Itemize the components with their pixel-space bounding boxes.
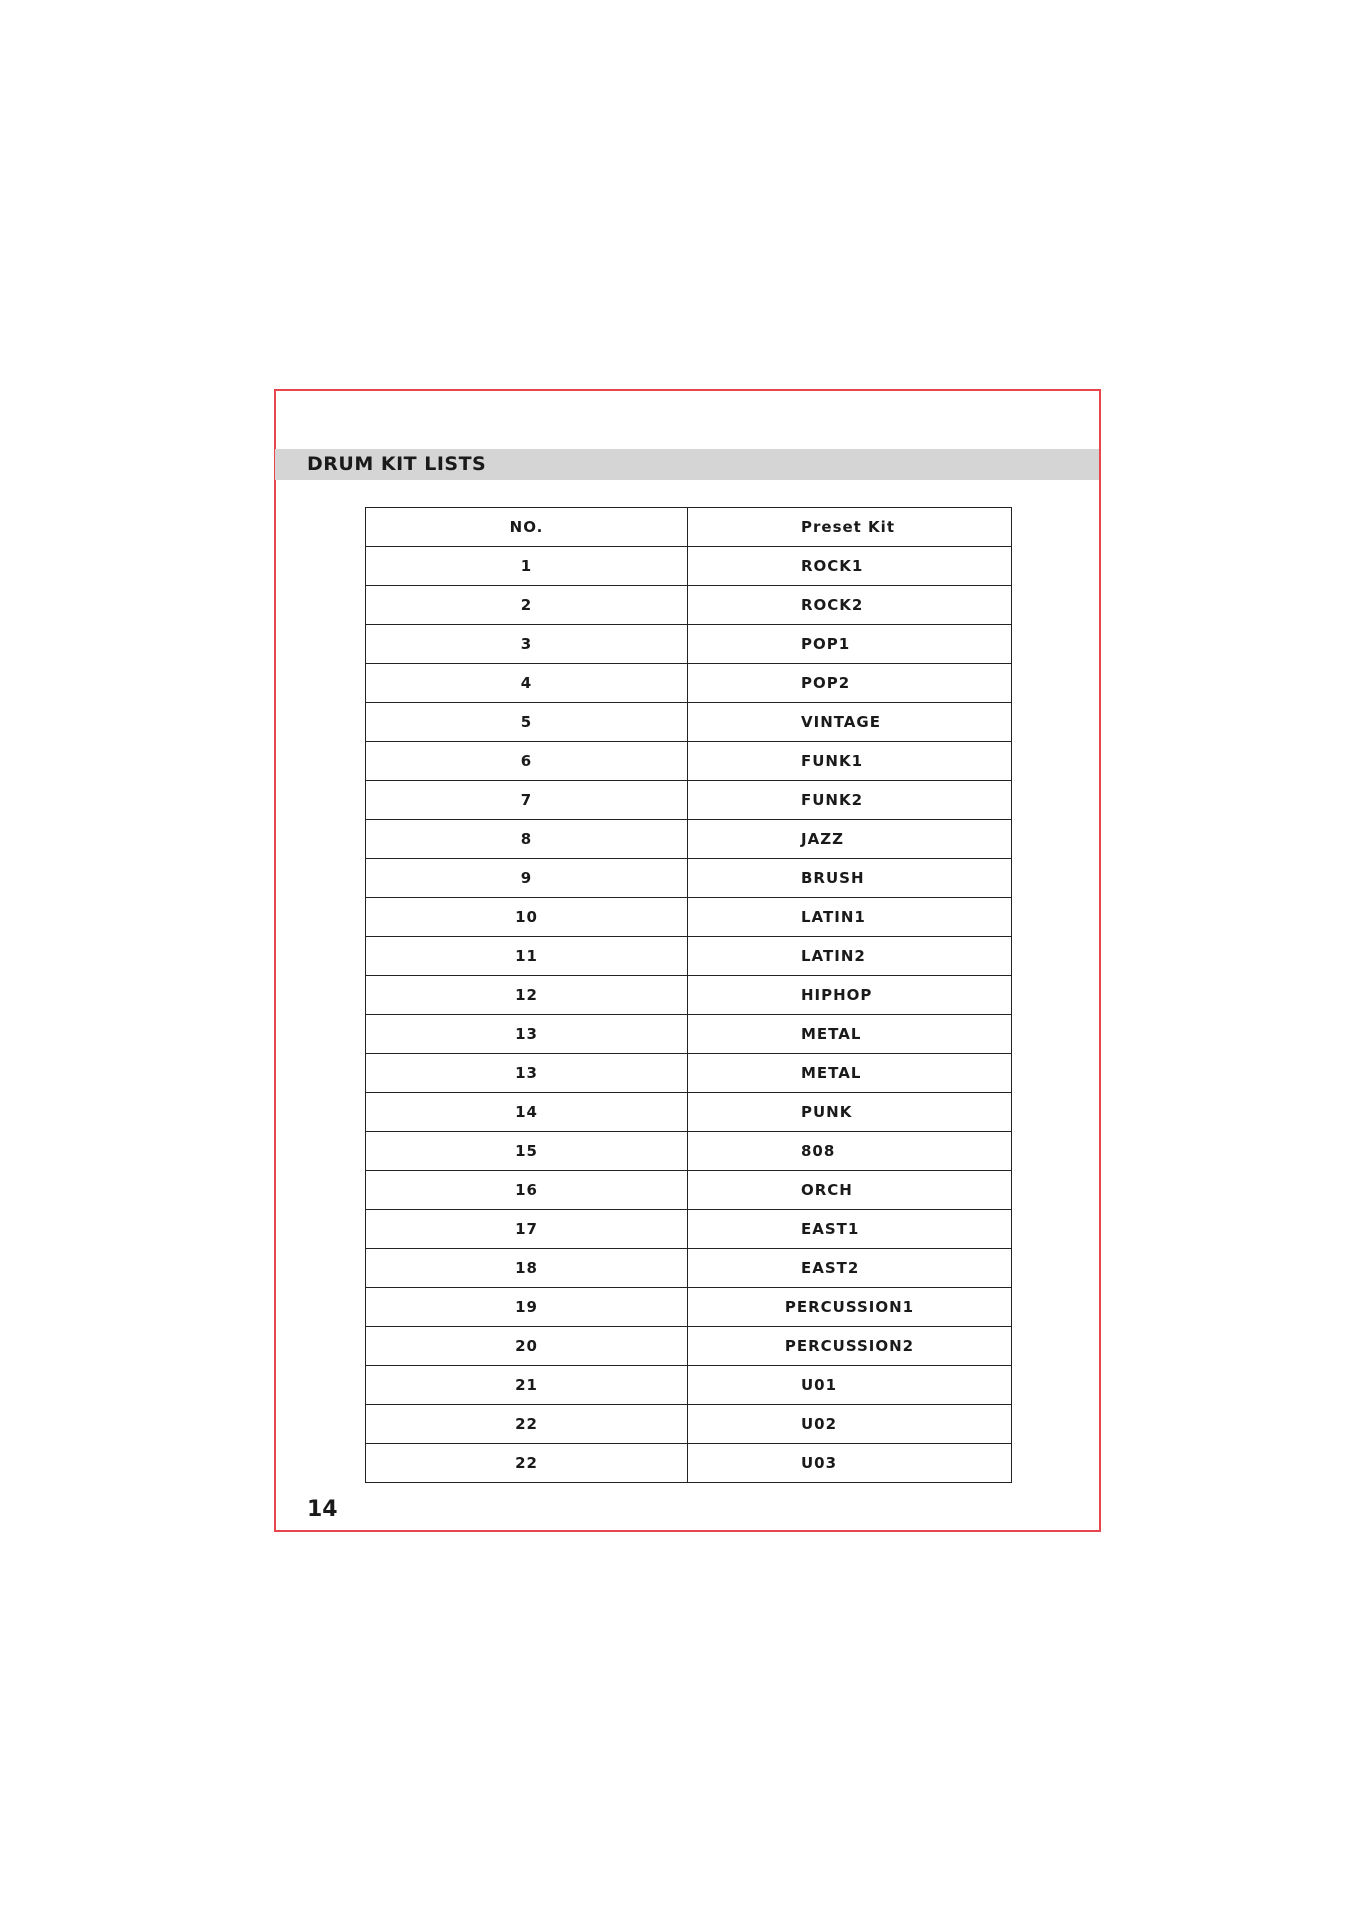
table-row	[366, 1405, 1012, 1444]
table-row	[366, 1249, 1012, 1288]
table-row	[366, 820, 1012, 859]
kit-number: 3	[366, 625, 688, 664]
table-row	[366, 1327, 1012, 1366]
kit-number: 4	[366, 664, 688, 703]
kit-number: 6	[366, 742, 688, 781]
kit-number: 12	[366, 976, 688, 1015]
kit-name: VINTAGE	[688, 703, 1012, 742]
kit-number: 16	[366, 1171, 688, 1210]
table-header-row	[366, 508, 1012, 547]
table-row	[366, 703, 1012, 742]
table-row	[366, 1288, 1012, 1327]
table-row	[366, 1210, 1012, 1249]
kit-name: ROCK1	[688, 547, 1012, 586]
kit-number: 8	[366, 820, 688, 859]
kit-name: PUNK	[688, 1093, 1012, 1132]
kit-name: EAST2	[688, 1249, 1012, 1288]
table-row	[366, 1015, 1012, 1054]
kit-number: 5	[366, 703, 688, 742]
kit-number: 17	[366, 1210, 688, 1249]
table-row	[366, 976, 1012, 1015]
table-row	[366, 1093, 1012, 1132]
kit-name: JAZZ	[688, 820, 1012, 859]
kit-number: 22	[366, 1405, 688, 1444]
kit-name: FUNK1	[688, 742, 1012, 781]
kit-name: POP1	[688, 625, 1012, 664]
column-header-preset-kit: Preset Kit	[688, 508, 1012, 547]
kit-name: U03	[688, 1444, 1012, 1483]
kit-number: 15	[366, 1132, 688, 1171]
table-row	[366, 1171, 1012, 1210]
page-number: 14	[307, 1497, 338, 1522]
table-row	[366, 664, 1012, 703]
kit-name: U01	[688, 1366, 1012, 1405]
kit-number: 10	[366, 898, 688, 937]
kit-name: EAST1	[688, 1210, 1012, 1249]
kit-name: METAL	[688, 1015, 1012, 1054]
kit-name: BRUSH	[688, 859, 1012, 898]
table-row	[366, 937, 1012, 976]
kit-number: 7	[366, 781, 688, 820]
kit-name: ROCK2	[688, 586, 1012, 625]
kit-number: 1	[366, 547, 688, 586]
kit-name: FUNK2	[688, 781, 1012, 820]
kit-number: 14	[366, 1093, 688, 1132]
table-row	[366, 1444, 1012, 1483]
kit-number: 19	[366, 1288, 688, 1327]
kit-name: HIPHOP	[688, 976, 1012, 1015]
kit-name: METAL	[688, 1054, 1012, 1093]
kit-number: 11	[366, 937, 688, 976]
table-row	[366, 586, 1012, 625]
kit-name: PERCUSSION2	[688, 1327, 1012, 1366]
kit-name: U02	[688, 1405, 1012, 1444]
kit-name: POP2	[688, 664, 1012, 703]
kit-number: 2	[366, 586, 688, 625]
table-row	[366, 781, 1012, 820]
table-row	[366, 742, 1012, 781]
drum-kit-table	[365, 507, 1012, 1483]
kit-name: PERCUSSION1	[688, 1288, 1012, 1327]
kit-number: 9	[366, 859, 688, 898]
kit-number: 13	[366, 1054, 688, 1093]
table-row	[366, 1054, 1012, 1093]
section-title: DRUM KIT LISTS	[307, 453, 487, 475]
kit-name: ORCH	[688, 1171, 1012, 1210]
kit-number: 13	[366, 1015, 688, 1054]
kit-number: 21	[366, 1366, 688, 1405]
column-header-no: NO.	[366, 508, 688, 547]
kit-name: LATIN1	[688, 898, 1012, 937]
table-row	[366, 547, 1012, 586]
kit-number: 20	[366, 1327, 688, 1366]
kit-name: LATIN2	[688, 937, 1012, 976]
table-row	[366, 898, 1012, 937]
kit-name: 808	[688, 1132, 1012, 1171]
table-row	[366, 625, 1012, 664]
kit-number: 22	[366, 1444, 688, 1483]
table-row	[366, 859, 1012, 898]
kit-number: 18	[366, 1249, 688, 1288]
table-row	[366, 1132, 1012, 1171]
table-row	[366, 1366, 1012, 1405]
